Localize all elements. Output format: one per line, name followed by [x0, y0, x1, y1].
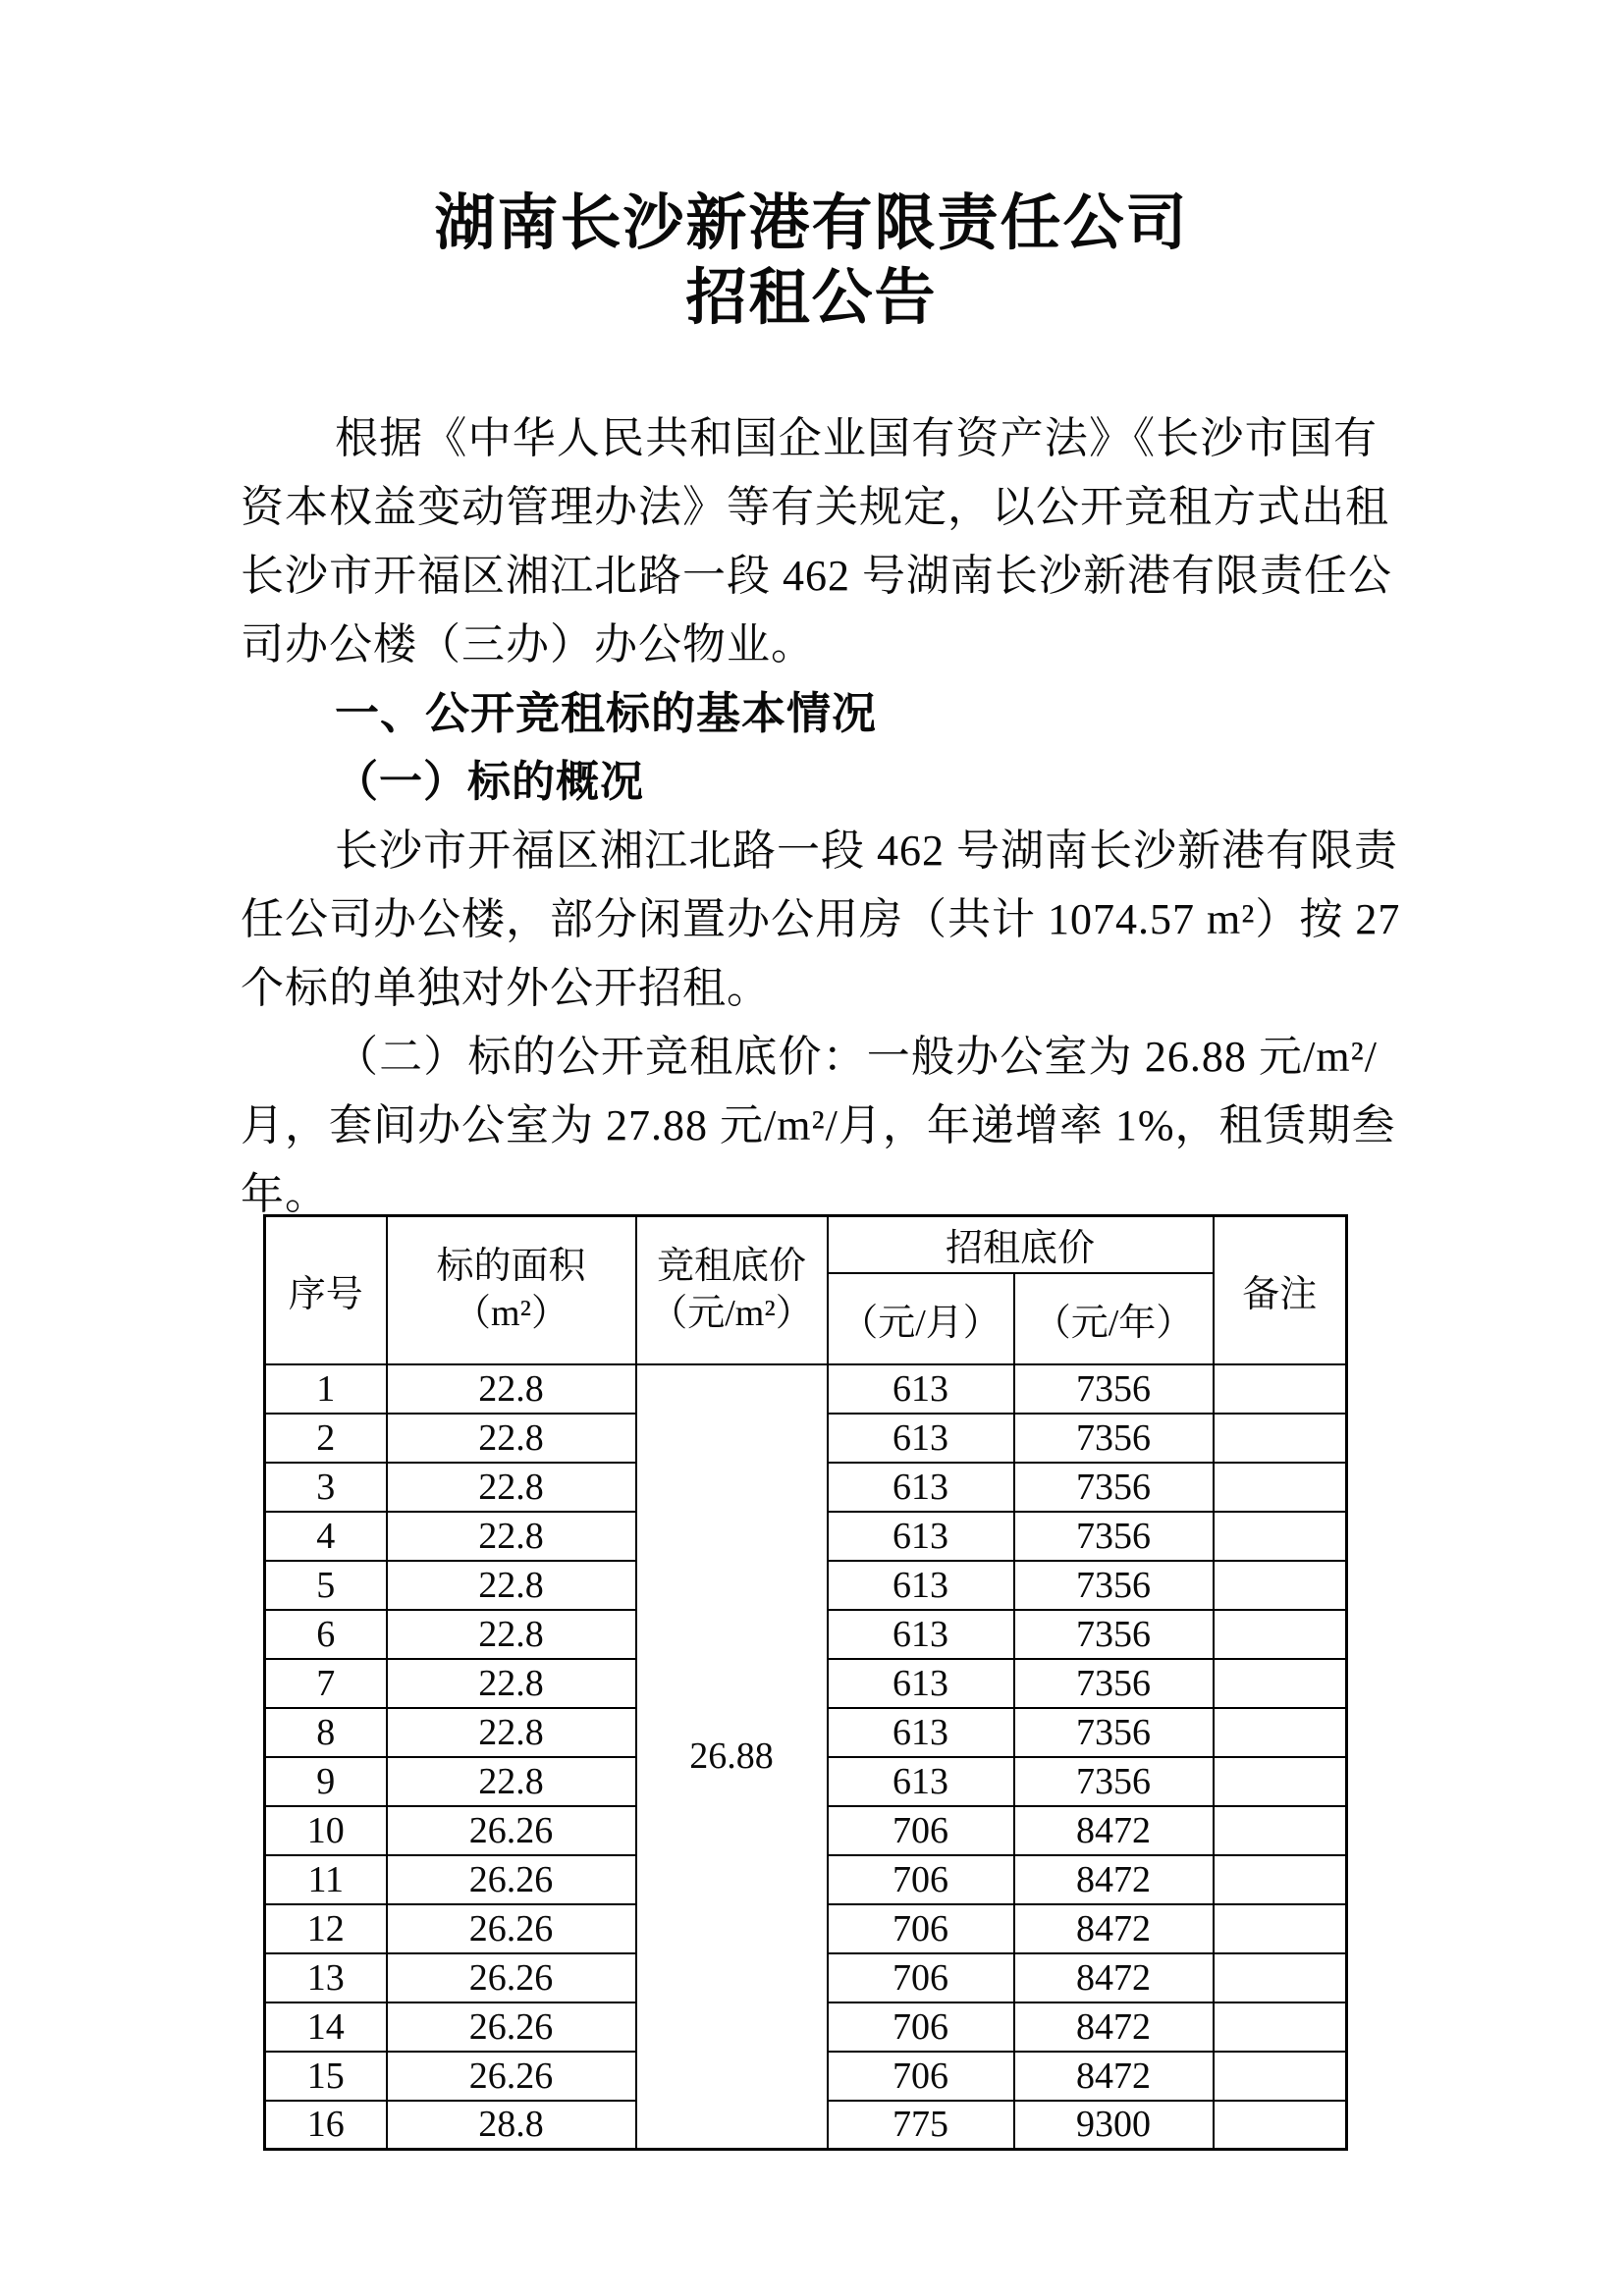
remark-cell	[1214, 1659, 1347, 1708]
year-price-cell: 7356	[1014, 1512, 1214, 1561]
area-cell: 26.26	[387, 1953, 636, 2002]
month-price-cell: 706	[828, 1904, 1014, 1953]
body-line: 年。	[241, 1170, 329, 1218]
month-price-cell: 706	[828, 2052, 1014, 2101]
title-line-2: 招租公告	[685, 265, 938, 332]
area-cell: 26.26	[387, 1904, 636, 1953]
month-price-cell: 613	[828, 1708, 1014, 1757]
area-cell: 22.8	[387, 1659, 636, 1708]
header-rent-year: （元/年）	[1014, 1273, 1214, 1364]
no-cell: 3	[265, 1463, 387, 1512]
no-cell: 14	[265, 2002, 387, 2052]
area-cell: 22.8	[387, 1414, 636, 1463]
area-cell: 26.26	[387, 2002, 636, 2052]
no-cell: 6	[265, 1610, 387, 1659]
header-rent-base-group: 招租底价	[828, 1216, 1214, 1273]
month-price-cell: 706	[828, 1806, 1014, 1855]
area-cell: 26.26	[387, 2052, 636, 2101]
remark-cell	[1214, 1855, 1347, 1904]
year-price-cell: 8472	[1014, 1953, 1214, 2002]
remark-cell	[1214, 1953, 1347, 2002]
area-cell: 22.8	[387, 1610, 636, 1659]
year-price-cell: 7356	[1014, 1414, 1214, 1463]
rent-table	[263, 1214, 1348, 2151]
year-price-cell: 8472	[1014, 1904, 1214, 1953]
body-line: 司办公楼（三办）办公物业。	[241, 620, 815, 668]
remark-cell	[1214, 1610, 1347, 1659]
body-text	[241, 404, 1401, 1229]
area-cell: 22.8	[387, 1364, 636, 1414]
remark-cell	[1214, 1561, 1347, 1610]
header-area	[387, 1216, 636, 1364]
year-price-cell: 8472	[1014, 1806, 1214, 1855]
body-line: 长沙市开福区湘江北路一段 462 号湖南长沙新港有限责	[335, 827, 1398, 875]
month-price-cell: 613	[828, 1659, 1014, 1708]
year-price-cell: 7356	[1014, 1364, 1214, 1414]
header-area-line1: 标的面积	[436, 1246, 586, 1288]
remark-cell	[1214, 2052, 1347, 2101]
body-line: 个标的单独对外公开招租。	[241, 964, 771, 1012]
year-price-cell: 7356	[1014, 1610, 1214, 1659]
header-rent-month: （元/月）	[828, 1273, 1014, 1364]
area-cell: 22.8	[387, 1463, 636, 1512]
area-cell: 22.8	[387, 1561, 636, 1610]
base-price-merged-cell: 26.88	[636, 1364, 828, 2150]
no-cell: 5	[265, 1561, 387, 1610]
year-price-cell: 7356	[1014, 1708, 1214, 1757]
remark-cell	[1214, 2002, 1347, 2052]
body-line: （一）标的概况	[335, 758, 644, 806]
header-remark: 备注	[1214, 1216, 1347, 1364]
year-price-cell: 7356	[1014, 1757, 1214, 1806]
table-row	[265, 1364, 1347, 1414]
header-base-price	[636, 1216, 828, 1364]
no-cell: 9	[265, 1757, 387, 1806]
month-price-cell: 613	[828, 1463, 1014, 1512]
remark-cell	[1214, 1904, 1347, 1953]
body-line: （二）标的公开竞租底价：一般办公室为 26.88 元/m²/	[335, 1033, 1378, 1081]
year-price-cell: 7356	[1014, 1463, 1214, 1512]
remark-cell	[1214, 1757, 1347, 1806]
year-price-cell: 8472	[1014, 1855, 1214, 1904]
area-cell: 22.8	[387, 1757, 636, 1806]
body-line: 资本权益变动管理办法》等有关规定，以公开竞租方式出租	[241, 483, 1389, 531]
remark-cell	[1214, 1708, 1347, 1757]
month-price-cell: 613	[828, 1364, 1014, 1414]
year-price-cell: 8472	[1014, 2052, 1214, 2101]
no-cell: 13	[265, 1953, 387, 2002]
doc-title	[0, 187, 1623, 336]
header-base-line1: 竞租底价	[656, 1246, 806, 1288]
month-price-cell: 613	[828, 1757, 1014, 1806]
remark-cell	[1214, 1512, 1347, 1561]
remark-cell	[1214, 1414, 1347, 1463]
remark-cell	[1214, 2101, 1347, 2150]
no-cell: 7	[265, 1659, 387, 1708]
year-price-cell: 7356	[1014, 1659, 1214, 1708]
no-cell: 10	[265, 1806, 387, 1855]
no-cell: 15	[265, 2052, 387, 2101]
year-price-cell: 9300	[1014, 2101, 1214, 2150]
area-cell: 26.26	[387, 1806, 636, 1855]
body-line: 月，套间办公室为 27.88 元/m²/月，年递增率 1%，租赁期叁	[241, 1101, 1396, 1149]
remark-cell	[1214, 1463, 1347, 1512]
no-cell: 2	[265, 1414, 387, 1463]
no-cell: 11	[265, 1855, 387, 1904]
no-cell: 4	[265, 1512, 387, 1561]
area-cell: 26.26	[387, 1855, 636, 1904]
body-line: 任公司办公楼，部分闲置办公用房（共计 1074.57 m²）按 27	[241, 895, 1401, 943]
month-price-cell: 775	[828, 2101, 1014, 2150]
header-area-line2: （m²）	[454, 1293, 568, 1335]
header-base-line2: （元/m²）	[650, 1293, 813, 1335]
area-cell: 22.8	[387, 1708, 636, 1757]
year-price-cell: 8472	[1014, 2002, 1214, 2052]
month-price-cell: 613	[828, 1561, 1014, 1610]
month-price-cell: 613	[828, 1414, 1014, 1463]
remark-cell	[1214, 1364, 1347, 1414]
no-cell: 1	[265, 1364, 387, 1414]
area-cell: 28.8	[387, 2101, 636, 2150]
month-price-cell: 706	[828, 1855, 1014, 1904]
remark-cell	[1214, 1806, 1347, 1855]
month-price-cell: 613	[828, 1512, 1014, 1561]
area-cell: 22.8	[387, 1512, 636, 1561]
body-line: 长沙市开福区湘江北路一段 462 号湖南长沙新港有限责任公	[241, 552, 1392, 600]
title-line-1: 湖南长沙新港有限责任公司	[434, 190, 1189, 257]
no-cell: 12	[265, 1904, 387, 1953]
no-cell: 16	[265, 2101, 387, 2150]
no-cell: 8	[265, 1708, 387, 1757]
month-price-cell: 613	[828, 1610, 1014, 1659]
body-line: 一、公开竞租标的基本情况	[335, 688, 878, 738]
header-no: 序号	[265, 1216, 387, 1364]
year-price-cell: 7356	[1014, 1561, 1214, 1610]
body-line: 根据《中华人民共和国企业国有资产法》《长沙市国有	[335, 414, 1378, 462]
month-price-cell: 706	[828, 2002, 1014, 2052]
month-price-cell: 706	[828, 1953, 1014, 2002]
